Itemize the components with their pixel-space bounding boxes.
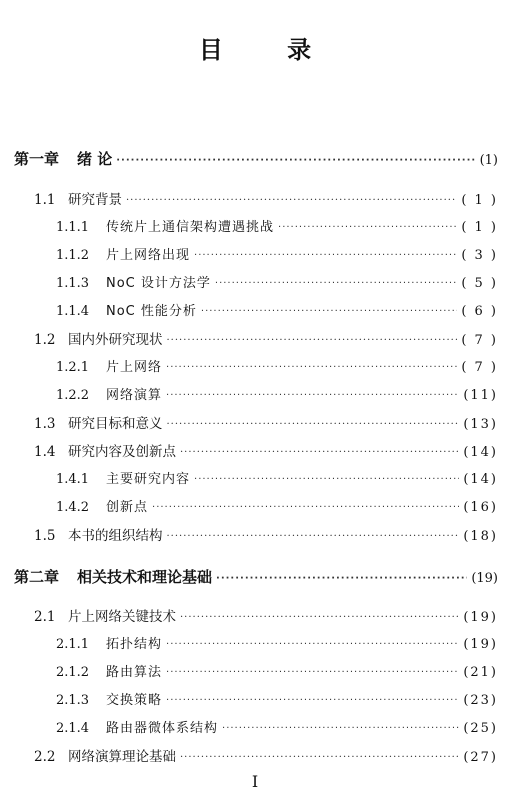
entry-number: 1.3 xyxy=(34,416,56,432)
entry-title: NoC 设计方法学 xyxy=(106,276,211,291)
subsection-entry xyxy=(56,689,498,708)
entry-title: 研究内容及创新点 xyxy=(68,444,176,460)
subsection-entry xyxy=(56,216,498,235)
entry-page-number: ( 1 ) xyxy=(461,193,498,208)
dot-leader xyxy=(222,723,459,734)
entry-page-number: (27) xyxy=(463,750,498,765)
dot-leader xyxy=(166,695,459,706)
entry-number: 第二章 xyxy=(14,568,60,586)
subsection-entry xyxy=(56,633,498,652)
entry-number: 1.1 xyxy=(34,192,56,208)
entry-page-number: (16) xyxy=(463,500,498,515)
subsection-entry xyxy=(56,384,498,403)
entry-number: 2.1 xyxy=(34,609,56,625)
entry-number: 1.2.2 xyxy=(56,388,90,403)
entry-number: 1.1.2 xyxy=(56,248,90,263)
subsection-entry xyxy=(56,356,498,375)
entry-title: 相关技术和理论基础 xyxy=(77,568,213,586)
entry-page-number: ( 6 ) xyxy=(461,304,498,319)
dot-leader xyxy=(166,667,459,678)
entry-page-number: (14) xyxy=(463,472,498,487)
dot-leader xyxy=(180,447,459,458)
dot-leader xyxy=(194,250,457,261)
dot-leader xyxy=(166,390,459,401)
entry-title: 创新点 xyxy=(106,500,149,515)
page-title: 目 录 xyxy=(198,35,340,64)
dot-leader xyxy=(126,195,457,206)
chapter-entry xyxy=(14,148,498,169)
entry-title: 主要研究内容 xyxy=(106,472,191,487)
entry-page-number: ( 5 ) xyxy=(461,276,498,291)
entry-page-number: (14) xyxy=(463,445,498,460)
entry-page-number: ( 3 ) xyxy=(461,248,498,263)
section-entry xyxy=(34,524,498,544)
entry-title: 交换策略 xyxy=(106,693,163,708)
entry-number: 2.1.2 xyxy=(56,665,90,680)
dot-leader xyxy=(167,335,458,346)
subsection-entry xyxy=(56,468,498,487)
entry-page-number: (13) xyxy=(463,417,498,432)
entry-number: 1.5 xyxy=(34,528,56,544)
entry-page-number: ( 1 ) xyxy=(461,220,498,235)
entry-number: 1.1.3 xyxy=(56,276,90,291)
entry-page-number: (19) xyxy=(471,571,498,586)
entry-page-number: (18) xyxy=(463,529,498,544)
entry-number: 1.4 xyxy=(34,444,56,460)
section-entry xyxy=(34,605,498,625)
dot-leader xyxy=(166,639,459,650)
entry-page-number: (19) xyxy=(463,637,498,652)
entry-title: 研究目标和意义 xyxy=(68,416,163,432)
dot-leader xyxy=(166,362,457,373)
subsection-entry xyxy=(56,272,498,291)
entry-number: 1.2 xyxy=(34,332,56,348)
entry-title: 国内外研究现状 xyxy=(68,332,163,348)
entry-number: 2.1.3 xyxy=(56,693,90,708)
dot-leader xyxy=(116,155,475,166)
entry-title: 片上网络 xyxy=(106,360,163,375)
subsection-entry xyxy=(56,717,498,736)
section-entry xyxy=(34,745,498,765)
entry-title: 片上网络关键技术 xyxy=(68,609,176,625)
section-entry xyxy=(34,328,498,348)
subsection-entry xyxy=(56,661,498,680)
entry-page-number: (25) xyxy=(463,721,498,736)
entry-number: 1.1.4 xyxy=(56,304,90,319)
entry-page-number: (21) xyxy=(463,665,498,680)
subsection-entry xyxy=(56,496,498,515)
dot-leader xyxy=(215,278,457,289)
entry-title: 网络演算理论基础 xyxy=(68,749,176,765)
subsection-entry xyxy=(56,244,498,263)
entry-title: NoC 性能分析 xyxy=(106,304,197,319)
entry-title: 绪 论 xyxy=(77,150,113,168)
page-number: I xyxy=(251,772,259,791)
dot-leader xyxy=(216,573,467,584)
dot-leader xyxy=(201,306,457,317)
dot-leader xyxy=(167,531,460,542)
entry-number: 2.1.4 xyxy=(56,721,90,736)
entry-page-number: ( 7 ) xyxy=(461,333,498,348)
entry-title: 传统片上通信架构遭遇挑战 xyxy=(106,220,275,235)
chapter-entry xyxy=(14,566,498,587)
entry-title: 网络演算 xyxy=(106,388,163,403)
entry-number: 1.4.1 xyxy=(56,472,90,487)
entry-page-number: (1) xyxy=(479,153,498,168)
entry-number: 1.4.2 xyxy=(56,500,90,515)
entry-title: 研究背景 xyxy=(68,192,122,208)
entry-page-number: (23) xyxy=(463,693,498,708)
dot-leader xyxy=(180,752,459,763)
entry-number: 1.1.1 xyxy=(56,220,90,235)
entry-number: 2.2 xyxy=(34,749,56,765)
section-entry xyxy=(34,440,498,460)
entry-number: 2.1.1 xyxy=(56,637,90,652)
entry-page-number: ( 7 ) xyxy=(461,360,498,375)
dot-leader xyxy=(167,419,460,430)
entry-title: 片上网络出现 xyxy=(106,248,191,263)
dot-leader xyxy=(152,502,459,513)
entry-page-number: (19) xyxy=(463,610,498,625)
subsection-entry xyxy=(56,300,498,319)
entry-title: 路由器微体系结构 xyxy=(106,721,219,736)
dot-leader xyxy=(278,222,457,233)
dot-leader xyxy=(194,474,459,485)
entry-page-number: (11) xyxy=(463,388,498,403)
dot-leader xyxy=(180,612,459,623)
entry-title: 路由算法 xyxy=(106,665,163,680)
entry-number: 1.2.1 xyxy=(56,360,90,375)
section-entry xyxy=(34,188,498,208)
entry-number: 第一章 xyxy=(14,150,60,168)
entry-title: 拓扑结构 xyxy=(106,637,163,652)
section-entry xyxy=(34,412,498,432)
entry-title: 本书的组织结构 xyxy=(68,528,163,544)
